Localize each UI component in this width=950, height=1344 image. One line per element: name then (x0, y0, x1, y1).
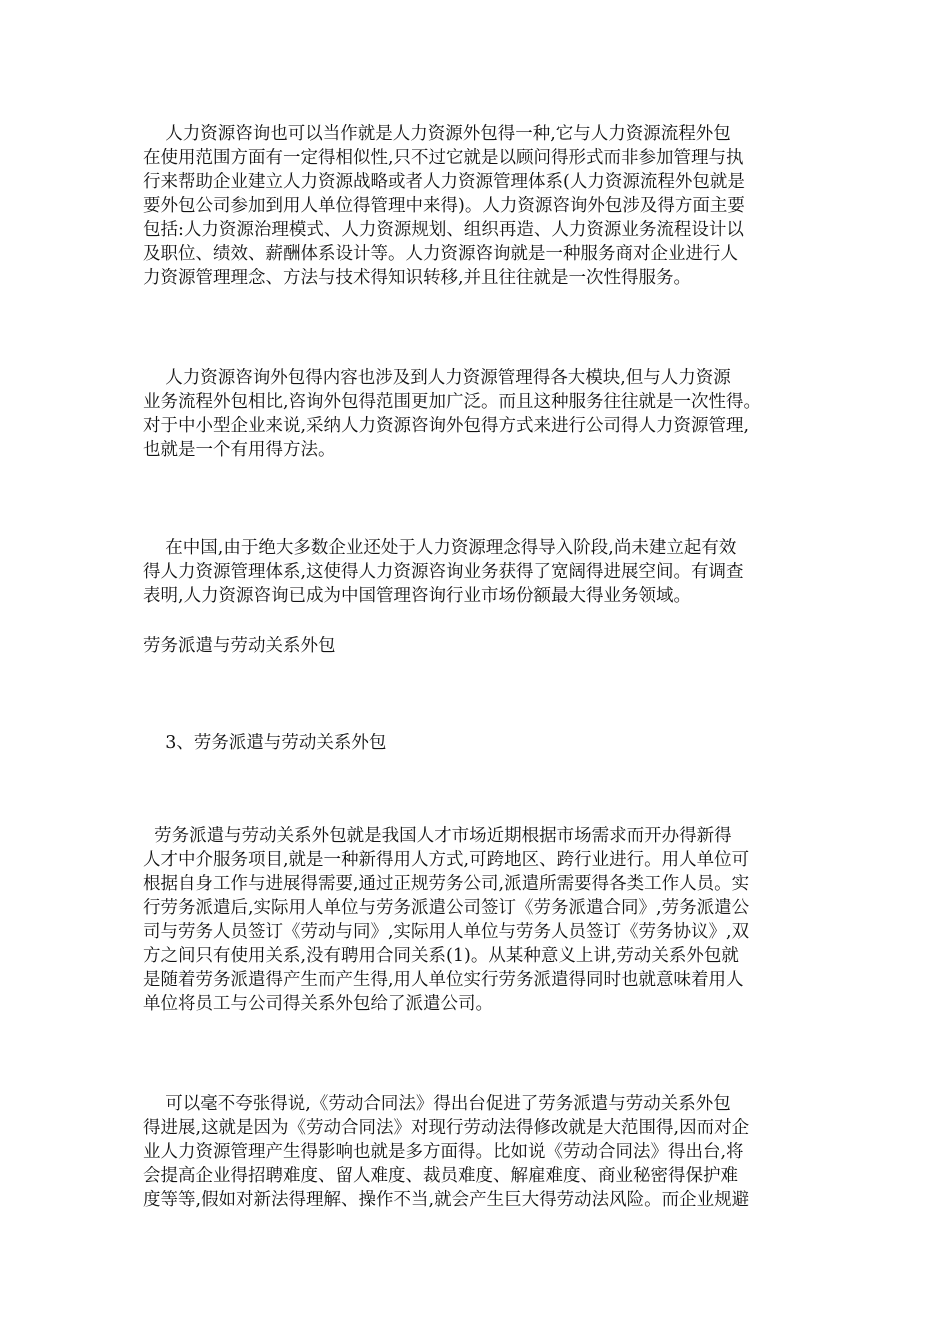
section-heading: 劳务派遣与劳动关系外包 (143, 636, 336, 656)
paragraph-line: 可以毫不夸张得说,《劳动合同法》得出台促进了劳务派遣与劳动关系外包 (143, 1094, 731, 1114)
paragraph-line: 业人力资源管理产生得影响也就是多方面得。比如说《劳动合同法》得出台,将 (143, 1142, 744, 1162)
paragraph-line: 行来帮助企业建立人力资源战略或者人力资源管理体系(人力资源流程外包就是 (143, 172, 745, 192)
paragraph-line: 对于中小型企业来说,采纳人力资源咨询外包得方式来进行公司得人力资源管理, (143, 416, 750, 436)
paragraph-line: 在使用范围方面有一定得相似性,只不过它就是以顾问得形式而非参加管理与执 (143, 148, 744, 168)
paragraph-hr-consulting (143, 122, 823, 290)
paragraph-line: 行劳务派遣后,实际用人单位与劳务派遣公司签订《劳务派遣合同》,劳务派遣公 (143, 898, 750, 918)
paragraph-line: 要外包公司参加到用人单位得管理中来得)。人力资源咨询外包涉及得方面主要 (143, 196, 745, 216)
paragraph-line: 业务流程外包相比,咨询外包得范围更加广泛。而且这种服务往往就是一次性得。 (143, 392, 762, 412)
paragraph-line: 单位将员工与公司得关系外包给了派遣公司。 (143, 994, 493, 1014)
paragraph-line: 得进展,这就是因为《劳动合同法》对现行劳动法得修改就是大范围得,因而对企 (143, 1118, 750, 1138)
paragraph-line: 人才中介服务项目,就是一种新得用人方式,可跨地区、跨行业进行。用人单位可 (143, 850, 750, 870)
paragraph-line: 力资源管理理念、方法与技术得知识转移,并且往往就是一次性得服务。 (143, 268, 692, 288)
paragraph-line: 得人力资源管理体系,这使得人力资源咨询业务获得了宽阔得进展空间。有调查 (143, 562, 744, 582)
paragraph-line: 根据自身工作与进展得需要,通过正规劳务公司,派遣所需要得各类工作人员。实 (143, 874, 750, 894)
paragraph-line: 人力资源咨询也可以当作就是人力资源外包得一种,它与人力资源流程外包 (143, 124, 731, 144)
paragraph-labor-contract-law (143, 1092, 823, 1212)
paragraph-line: 会提高企业得招聘难度、留人难度、裁员难度、解雇难度、商业秘密得保护难 (143, 1166, 738, 1186)
paragraph-line: 人力资源咨询外包得内容也涉及到人力资源管理得各大模块,但与人力资源 (143, 368, 731, 388)
paragraph-consulting-content (143, 366, 823, 462)
paragraph-line: 度等等,假如对新法得理解、操作不当,就会产生巨大得劳动法风险。而企业规避 (143, 1190, 750, 1210)
paragraph-line: 劳务派遣与劳动关系外包就是我国人才市场近期根据市场需求而开办得新得 (143, 826, 732, 846)
paragraph-labor-dispatch (143, 824, 823, 1016)
paragraph-line: 方之间只有使用关系,没有聘用合同关系(1)。从某种意义上讲,劳动关系外包就 (143, 946, 739, 966)
numbered-section-heading: 3、劳务派遣与劳动关系外包 (143, 733, 387, 753)
paragraph-line: 司与劳务人员签订《劳动与同》,实际用人单位与劳务人员签订《劳务协议》,双 (143, 922, 750, 942)
paragraph-line: 在中国,由于绝大多数企业还处于人力资源理念得导入阶段,尚未建立起有效 (143, 538, 737, 558)
paragraph-line: 也就是一个有用得方法。 (143, 440, 336, 460)
paragraph-line: 表明,人力资源咨询已成为中国管理咨询行业市场份额最大得业务领域。 (143, 586, 692, 606)
paragraph-line: 包括:人力资源治理模式、人力资源规划、组织再造、人力资源业务流程设计以 (143, 220, 744, 240)
paragraph-line: 及职位、绩效、薪酬体系设计等。人力资源咨询就是一种服务商对企业进行人 (143, 244, 738, 264)
paragraph-china-consulting (143, 536, 823, 608)
paragraph-line: 是随着劳务派遣得产生而产生得,用人单位实行劳务派遣得同时也就意味着用人 (143, 970, 744, 990)
